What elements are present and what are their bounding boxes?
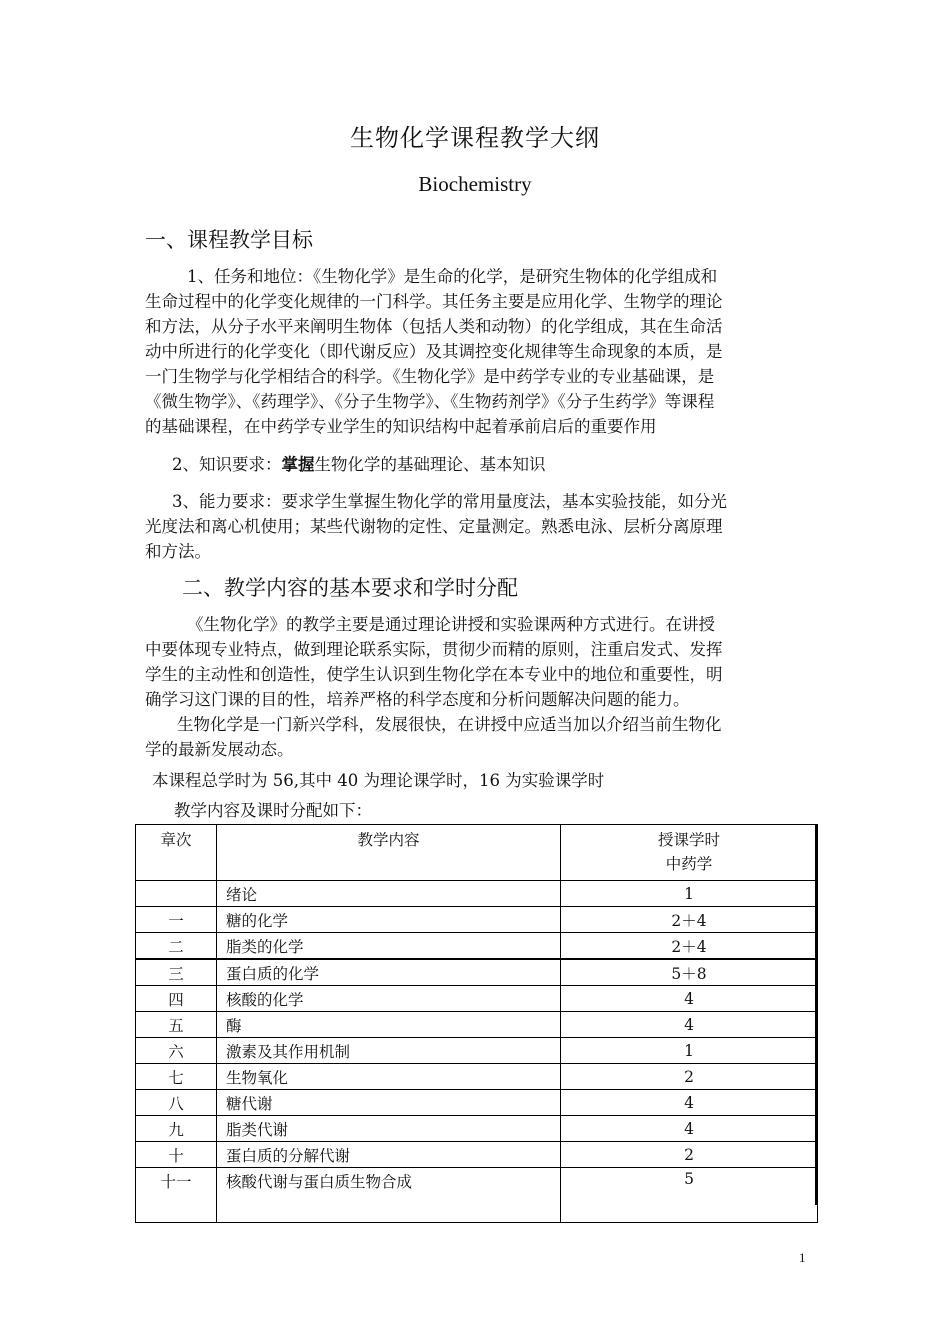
text-line: 《微生物学》、《药理学》、《分子生物学》、《生物药剂学》《分子生药学》等课程 — [145, 392, 715, 411]
text-line: 确学习这门课的目的性，培养严格的科学态度和分析问题解决问题的能力。 — [145, 690, 690, 709]
row-chapter: 三 — [136, 959, 217, 986]
row-content: 糖的化学 — [217, 907, 561, 933]
row-chapter: 八 — [136, 1090, 217, 1116]
hours-table — [135, 824, 818, 1223]
row-content: 生物氧化 — [217, 1064, 561, 1090]
text-line: 1、任务和地位：《生物化学》是生命的化学，是研究生物体的化学组成和 — [187, 267, 718, 286]
text-line: 和方法。 — [145, 542, 211, 561]
row-content: 蛋白质的化学 — [217, 959, 561, 986]
item2-rest: 生物化学的基础理论、基本知识 — [314, 455, 546, 474]
header-chapter: 章次 — [136, 825, 217, 881]
header-hours-line2: 中药学 — [665, 855, 713, 873]
row-chapter: 十一 — [136, 1168, 217, 1223]
table-row — [136, 986, 818, 1012]
row-hours: 4 — [561, 1012, 818, 1038]
row-chapter: 四 — [136, 986, 217, 1012]
table-row — [136, 881, 818, 907]
table-row — [136, 1142, 818, 1168]
row-content: 核酸的化学 — [217, 986, 561, 1012]
text-line: 一门生物学与化学相结合的科学。《生物化学》是中药学专业的专业基础课，是 — [145, 367, 715, 386]
table-row — [136, 1038, 818, 1064]
row-hours: 2＋4 — [561, 933, 818, 960]
text-line: 学生的主动性和创造性，使学生认识到生物化学在本专业中的地位和重要性，明 — [145, 665, 723, 684]
table-header-row — [136, 825, 818, 881]
text-line: 和方法，从分子水平来阐明生物体（包括人类和动物）的化学组成，其在生命活 — [145, 317, 723, 336]
row-content: 激素及其作用机制 — [217, 1038, 561, 1064]
row-content: 酶 — [217, 1012, 561, 1038]
row-chapter — [136, 881, 217, 907]
row-hours: 1 — [561, 881, 818, 907]
row-hours: 2＋4 — [561, 907, 818, 933]
header-hours-line1: 授课学时 — [657, 831, 720, 849]
row-hours: 2 — [561, 1064, 818, 1090]
document-title: 生物化学课程教学大纲 — [350, 124, 600, 152]
item2-bold: 掌握 — [281, 455, 315, 474]
item2-prefix: 2、知识要求： — [172, 455, 282, 474]
text-line: 光度法和离心机使用；某些代谢物的定性、定量测定。熟悉电泳、层析分离原理 — [145, 517, 723, 536]
row-content: 蛋白质的分解代谢 — [217, 1142, 561, 1168]
row-content: 绪论 — [217, 881, 561, 907]
row-hours: 5＋8 — [561, 959, 818, 986]
row-hours: 4 — [561, 986, 818, 1012]
table-right-border — [815, 824, 818, 1205]
text-line: 《生物化学》的教学主要是通过理论讲授和实验课两种方式进行。在讲授 — [187, 615, 715, 634]
table-row — [136, 1116, 818, 1142]
text-line: 的基础课程，在中药学专业学生的知识结构中起着承前启后的重要作用 — [145, 417, 657, 436]
table-row — [136, 1064, 818, 1090]
table-row — [136, 933, 818, 960]
table-intro: 教学内容及课时分配如下： — [174, 801, 372, 820]
row-content: 核酸代谢与蛋白质生物合成 — [217, 1168, 561, 1223]
row-content: 糖代谢 — [217, 1090, 561, 1116]
row-chapter: 七 — [136, 1064, 217, 1090]
text-line: 动中所进行的化学变化（即代谢反应）及其调控变化规律等生命现象的本质，是 — [145, 342, 723, 361]
text-line: 中要体现专业特点，做到理论联系实际，贯彻少而精的原则，注重启发式、发挥 — [145, 640, 723, 659]
table-row — [136, 907, 818, 933]
row-hours: 2 — [561, 1142, 818, 1168]
section2-heading: 二、教学内容的基本要求和学时分配 — [182, 576, 518, 600]
header-hours — [561, 825, 818, 881]
row-hours: 1 — [561, 1038, 818, 1064]
section1-item2 — [172, 452, 546, 478]
text-line: 生命过程中的化学变化规律的一门科学。其任务主要是应用化学、生物学的理论 — [145, 292, 723, 311]
total-hours-line: 本课程总学时为 56,其中 40 为理论课学时，16 为实验课学时 — [152, 771, 605, 790]
row-chapter: 九 — [136, 1116, 217, 1142]
table-row — [136, 1090, 818, 1116]
text-line: 3、能力要求：要求学生掌握生物化学的常用量度法，基本实验技能，如分光 — [172, 492, 727, 511]
text-line: 生物化学是一门新兴学科，发展很快，在讲授中应适当加以介绍当前生物化 — [177, 715, 722, 734]
row-chapter: 六 — [136, 1038, 217, 1064]
section1-heading: 一、课程教学目标 — [145, 228, 313, 252]
row-chapter: 十 — [136, 1142, 217, 1168]
table-row — [136, 959, 818, 986]
document-subtitle: Biochemistry — [418, 172, 532, 196]
row-chapter: 五 — [136, 1012, 217, 1038]
header-content: 教学内容 — [217, 825, 561, 881]
row-content: 脂类的化学 — [217, 933, 561, 960]
row-content: 脂类代谢 — [217, 1116, 561, 1142]
row-hours: 5 — [561, 1168, 818, 1223]
table-row — [136, 1168, 818, 1223]
row-hours: 4 — [561, 1090, 818, 1116]
table-row — [136, 1012, 818, 1038]
page-number: 1 — [799, 1250, 806, 1265]
row-hours: 4 — [561, 1116, 818, 1142]
row-chapter: 二 — [136, 933, 217, 960]
text-line: 学的最新发展动态。 — [145, 740, 294, 759]
row-chapter: 一 — [136, 907, 217, 933]
